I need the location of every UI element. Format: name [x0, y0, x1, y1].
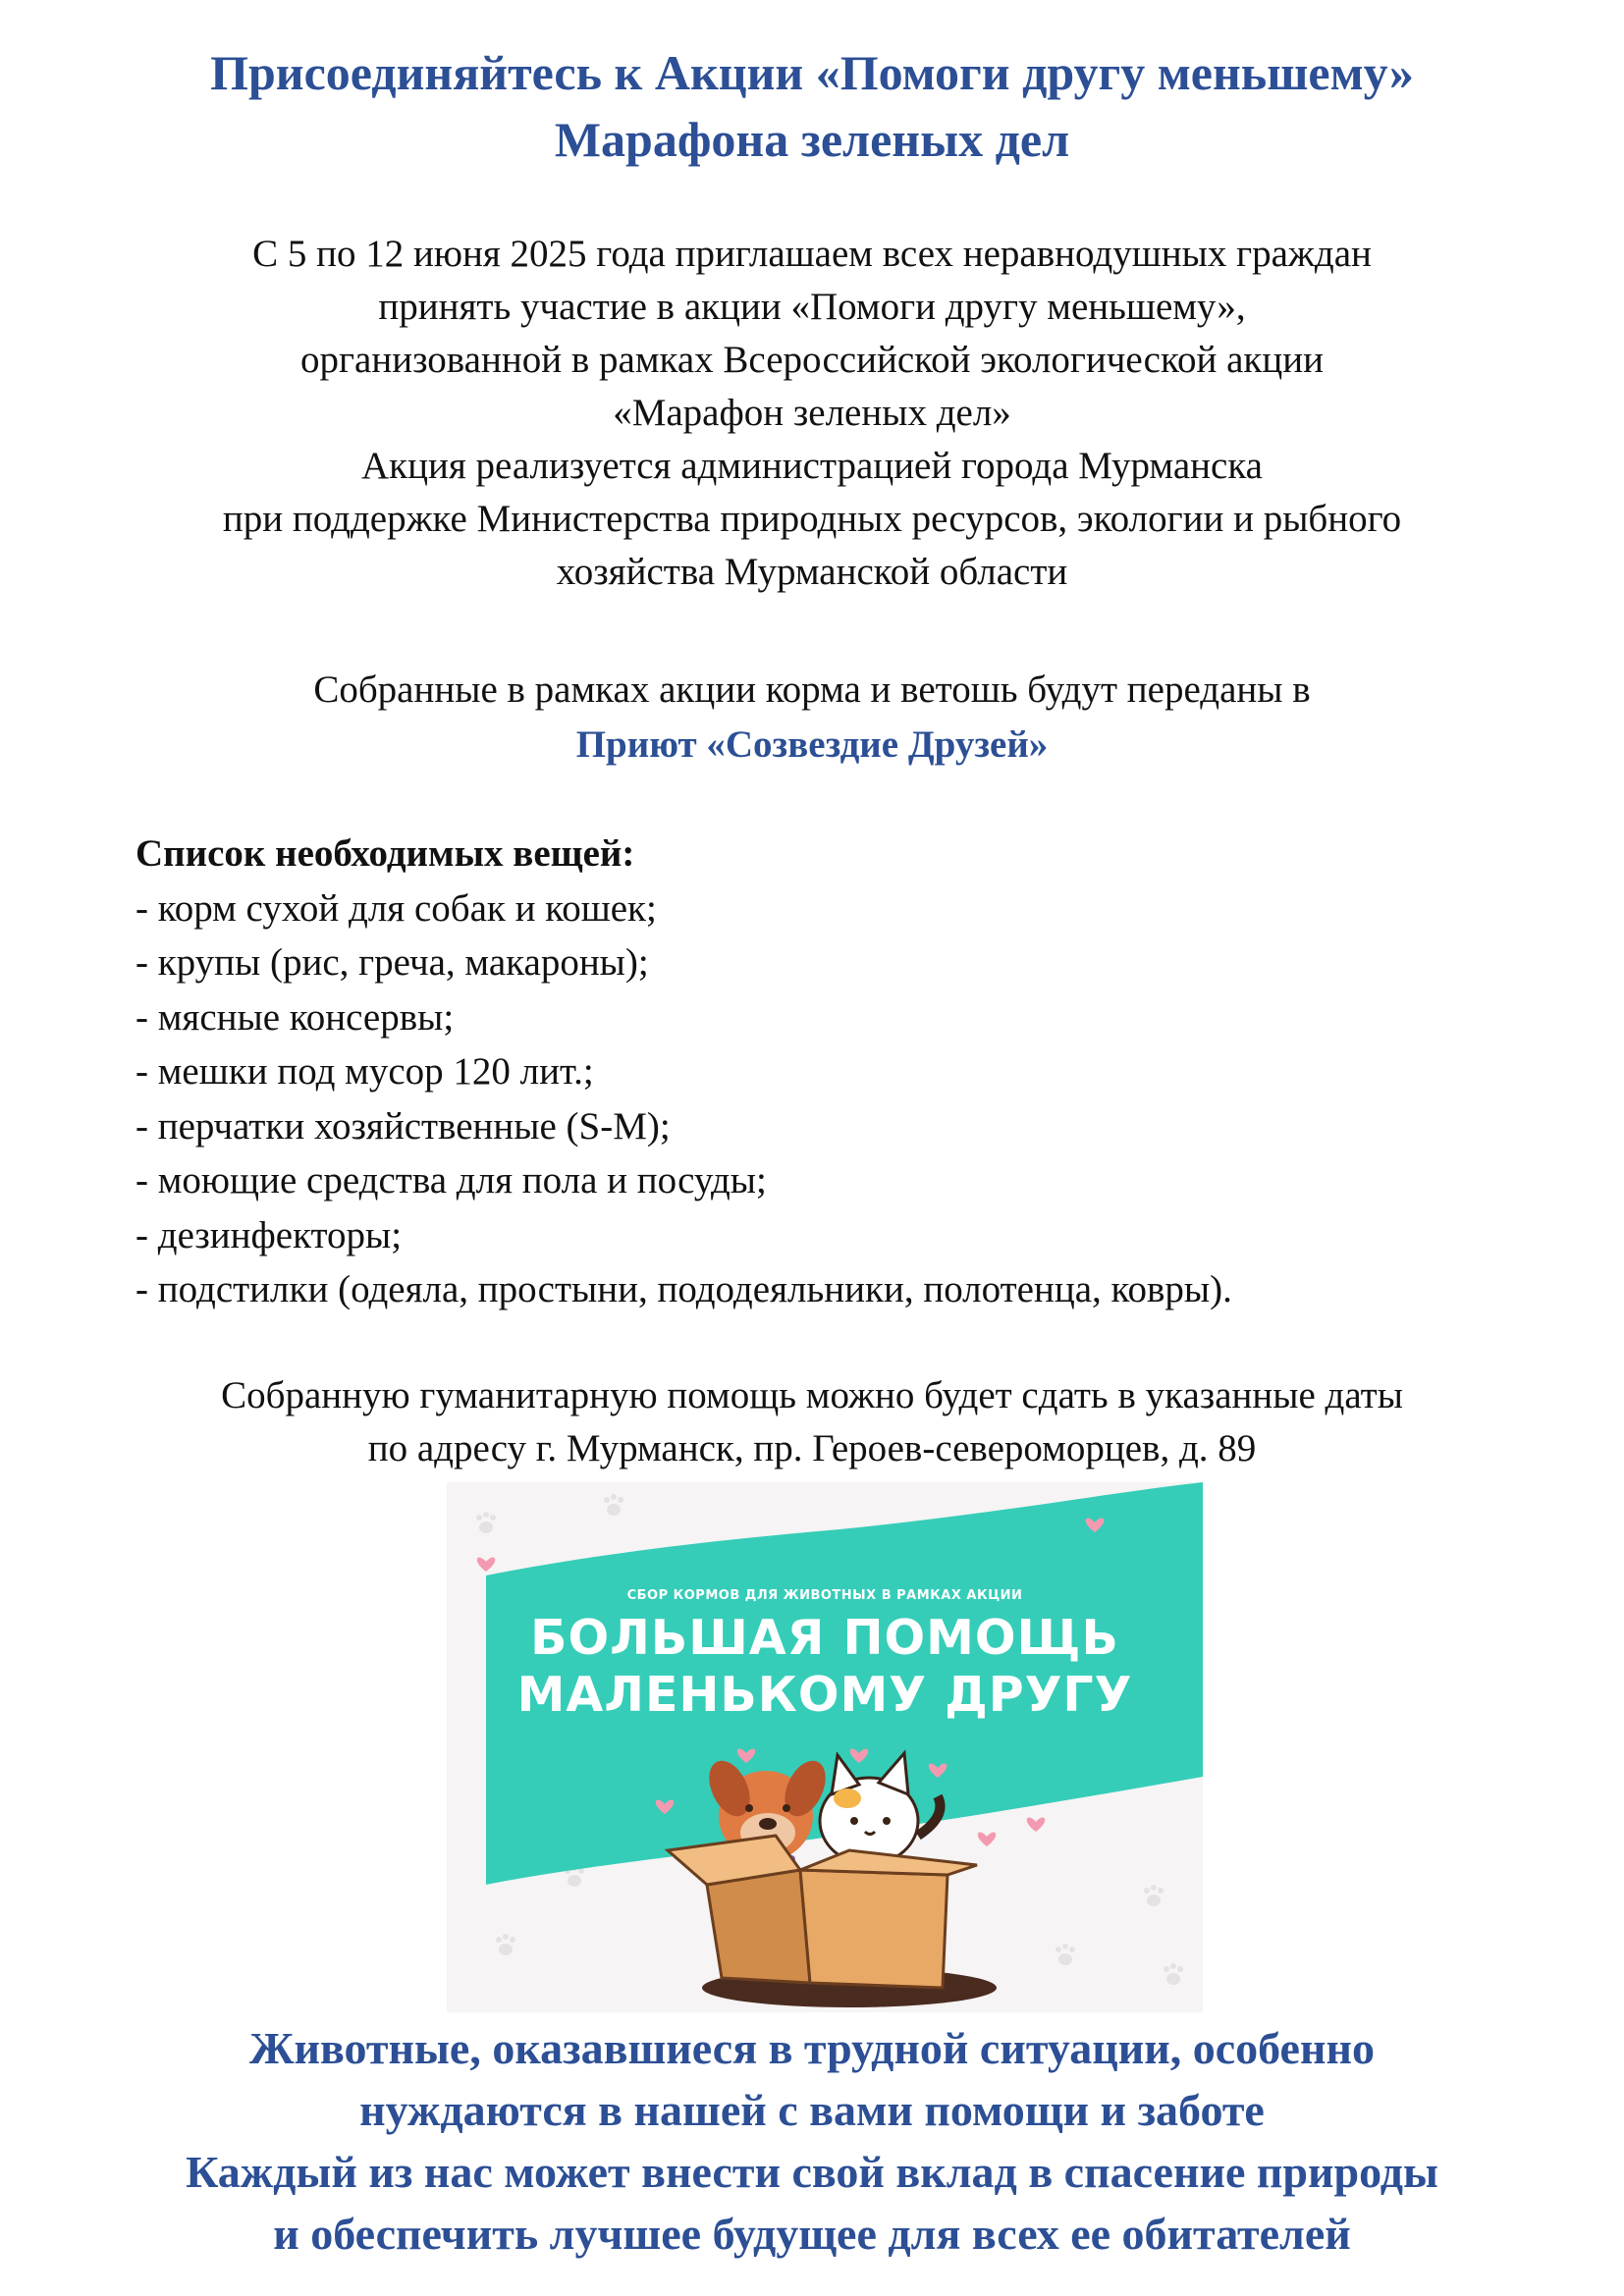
closing-line: и обеспечить лучшее будущее для всех ее обитателей: [273, 2209, 1351, 2259]
transfer-note: [0, 663, 1624, 773]
shelter-name: Приют «Созвездие Друзей»: [575, 723, 1049, 766]
intro-line: принять участие в акции «Помоги другу меньшему»,: [378, 286, 1246, 328]
banner-title-line: БОЛЬШАЯ ПОМОЩЬ: [530, 1610, 1119, 1666]
banner-title: [447, 1610, 1203, 1724]
box-icon: [668, 1836, 977, 1988]
intro-line: при поддержке Министерства природных ресурсов, экологии и рыбного: [222, 498, 1402, 540]
list-item: - корм сухой для собак и кошек;: [135, 886, 657, 930]
list-item: - дезинфекторы;: [135, 1213, 403, 1256]
intro-line: Акция реализуется администрацией города Мурманска: [361, 445, 1263, 487]
list-item: - моющие средства для пола и посуды;: [135, 1159, 767, 1201]
closing-line: Каждый из нас может внести свой вклад в спасение природы: [186, 2147, 1438, 2197]
address-note: [0, 1369, 1624, 1475]
promo-banner-image: [447, 1482, 1203, 2012]
banner-subhead: СБОР КОРМОВ ДЛЯ ЖИВОТНЫХ В РАМКАХ АКЦИИ: [626, 1588, 1023, 1603]
title-line: Марафона зеленых дел: [554, 112, 1070, 167]
address-line: Собранную гуманитарную помощь можно будет сдать в указанные даты: [221, 1374, 1403, 1416]
address-line: по адресу г. Мурманск, пр. Героев-североморцев, д. 89: [367, 1427, 1257, 1469]
needs-heading: Список необходимых вещей:: [135, 832, 635, 875]
page-title: [0, 39, 1624, 173]
transfer-text: Собранные в рамках акции корма и ветошь будут переданы в: [313, 668, 1311, 711]
list-item: - мешки под мусор 120 лит.;: [135, 1050, 594, 1093]
list-item: - подстилки (одеяла, простыни, пододеяльники, полотенца, ковры).: [135, 1268, 1232, 1310]
needs-list: [135, 827, 1510, 1317]
intro-paragraph: [0, 228, 1624, 599]
list-item: - крупы (рис, греча, макароны);: [135, 941, 649, 984]
list-item: - перчатки хозяйственные (S-M);: [135, 1104, 671, 1148]
list-item: - мясные консервы;: [135, 995, 455, 1039]
closing-message: [0, 2017, 1624, 2265]
closing-line: Животные, оказавшиеся в трудной ситуации, особенно: [248, 2023, 1375, 2073]
intro-line: С 5 по 12 июня 2025 года приглашаем всех неравнодушных граждан: [252, 233, 1372, 275]
intro-line: «Марафон зеленых дел»: [613, 392, 1011, 434]
title-line: Присоединяйтесь к Акции «Помоги другу меньшему»: [210, 45, 1414, 100]
intro-line: организованной в рамках Всероссийской экологической акции: [300, 339, 1324, 381]
banner-illustration: [447, 1482, 1203, 2012]
banner-title-line: МАЛЕНЬКОМУ ДРУГУ: [516, 1667, 1133, 1723]
needs-items: [135, 881, 1510, 1317]
closing-line: нуждаются в нашей с вами помощи и заботе: [359, 2085, 1265, 2135]
intro-line: хозяйства Мурманской области: [556, 551, 1068, 593]
